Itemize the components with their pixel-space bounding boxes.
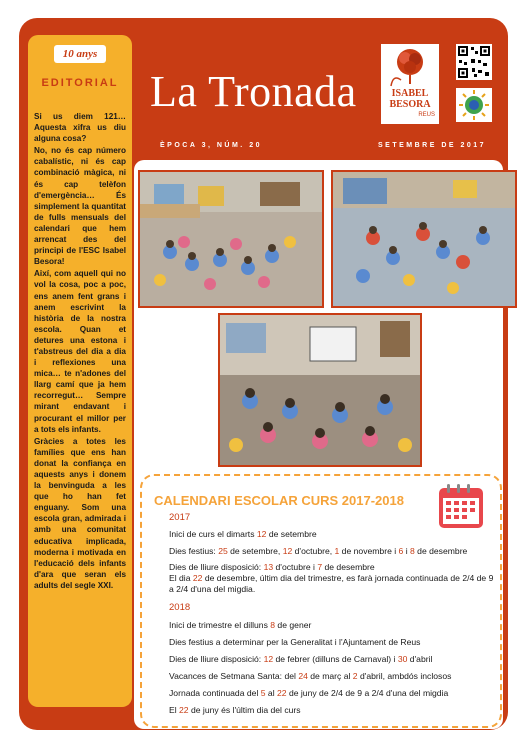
classroom-photo bbox=[331, 170, 517, 308]
calendar-item: Vacances de Setmana Santa: del 24 de març al 2 d'abril, ambdós inclosos bbox=[169, 671, 452, 681]
editorial-paragraph: Si us diem 121… Aquesta xifra us diu alguna cosa? bbox=[34, 112, 126, 144]
issue-number: ÈPOCA 3, NÚM. 20 bbox=[160, 142, 262, 149]
calendar-item: Dies festius a determinar per la Generalitat i l'Ajuntament de Reus bbox=[169, 637, 421, 647]
school-calendar bbox=[140, 474, 502, 728]
school-city: REUS bbox=[418, 112, 435, 118]
calendar-item: El dia 22 de desembre, últim dia del trimestre, es farà jornada continuada de 2/4 de 9 a 2/4 d'una del migdia. bbox=[169, 573, 494, 594]
calendar-title: CALENDARI ESCOLAR CURS 2017-2018 bbox=[154, 493, 404, 508]
classroom-photo bbox=[138, 170, 324, 308]
school-name: ISABEL BESORA bbox=[389, 88, 431, 110]
editorial-paragraph: Gràcies a totes les famílies que ens han donat la confiança en aquests anys i donem la benvinguda a les que ho han fet enguany. Som una escola gran, admirada i amb una comunitat educativa implicada, moderna i motivada en l'educació dels infants d'ara que seran els adults del segle XXI. bbox=[34, 436, 126, 590]
editorial-title: EDITORIAL bbox=[41, 77, 119, 89]
qr-code-icon bbox=[456, 44, 492, 80]
school-logo bbox=[381, 44, 439, 124]
editorial-text bbox=[34, 111, 126, 592]
year-label: 2017 bbox=[169, 512, 191, 523]
calendar-item: Jornada continuada del 5 al 22 de juny de 2/4 de 9 a 2/4 d'una del migdia bbox=[169, 688, 449, 698]
calendar-item: Dies festius: 25 de setembre, 12 d'octubre, 1 de novembre i 6 i 8 de desembre bbox=[169, 546, 468, 556]
year-label: 2018 bbox=[169, 602, 191, 613]
calendar-item: El 22 de juny és l'últim dia del curs bbox=[169, 705, 301, 715]
calendar-item: Inici de curs el dimarts 12 de setembre bbox=[169, 529, 317, 539]
calendar-item: Inici de trimestre el dilluns 8 de gener bbox=[169, 620, 312, 630]
calendar-icon bbox=[435, 480, 487, 532]
editorial-paragraph: Així, com aquell qui no vol la cosa, poc a poc, ens anem fent grans i anem escrivint la història de la nostra escola. Quan et detures una estona i t'abstreus del dia a dia i reflexiones una mica… te n'adones del llarg camí que ja hem recorregut… Sempre mirant endavant i procurant el millor per a tots els infants. bbox=[34, 269, 126, 434]
editorial-paragraph: No, no és cap número cabalístic, ni és cap combinació màgica, ni és cap telèfon d'emergència… És simplement la quantitat de fulls mensuals del calendari que hem arrencat des del principi de l'ESC Isabel Besora! bbox=[34, 146, 126, 267]
editorial-sidebar bbox=[28, 35, 132, 707]
classroom-photo bbox=[218, 313, 422, 467]
sun-seal-icon bbox=[456, 88, 492, 122]
calendar-item: Dies de lliure disposició: 12 de febrer (dilluns de Carnaval) i 30 d'abril bbox=[169, 654, 433, 664]
calendar-item: Dies de lliure disposició: 13 d'octubre i 7 de desembre bbox=[169, 562, 375, 572]
anniversary-badge: 10 anys bbox=[54, 45, 106, 63]
issue-date: SETEMBRE DE 2017 bbox=[378, 142, 487, 149]
newsletter-title: La Tronada bbox=[150, 67, 357, 116]
